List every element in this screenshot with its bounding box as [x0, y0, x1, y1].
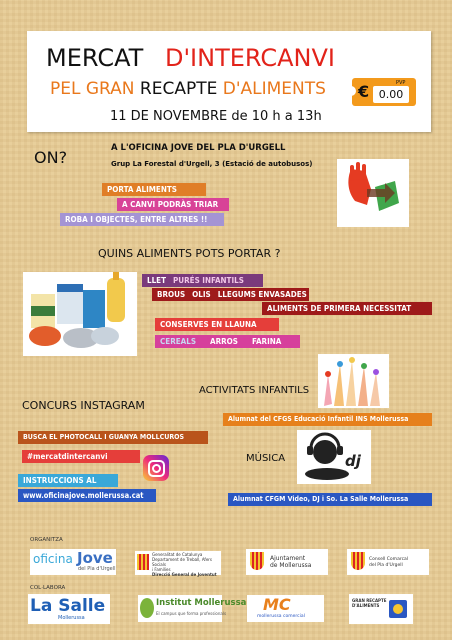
food-brous: BROUS [157, 290, 186, 299]
tag-foods-row3: ALIMENTS DE PRIMERA NECESSITAT [262, 302, 432, 315]
instagram-heading: CONCURS INSTAGRAM [22, 399, 145, 412]
logo-consell-comarcal [347, 549, 429, 575]
title-aliments: D'ALIMENTS [222, 79, 326, 99]
consell-line1: Consell Comarcal [369, 557, 409, 562]
price-tag-hole [346, 86, 356, 96]
dj-text: dj [345, 452, 361, 470]
title-line1 [46, 44, 335, 72]
exchange-hands-image [337, 159, 409, 227]
mc-text: MC [263, 595, 291, 614]
tag-roba-objectes: ROBA I OBJECTES, ENTRE ALTRES !! [60, 213, 224, 226]
food-olis: OLIS [192, 290, 211, 299]
title-box [27, 31, 431, 132]
food-products-icon [23, 272, 137, 356]
collabora-label: COL·LABORA [30, 585, 66, 591]
organitza-label: ORGANITZA [30, 537, 63, 543]
title-line2 [50, 79, 326, 99]
institut-text: Institut Mollerussa [156, 598, 247, 608]
food-llet: LLET [147, 276, 166, 285]
activities-heading: ACTIVITATS INFANTILS [199, 385, 310, 396]
consell-line2: del Pla d'Urgell [369, 563, 403, 568]
foods-heading: QUINS ALIMENTS POTS PORTAR ? [98, 247, 281, 260]
mc-sub: mollerussa comercial [257, 614, 305, 619]
instagram-icon-lens [152, 464, 161, 473]
institut-leaf-icon [140, 598, 154, 618]
foods-image [23, 272, 137, 356]
instructions-url[interactable]: www.oficinajove.mollerussa.cat [18, 489, 156, 502]
title-intercanvi: D'INTERCANVI [164, 44, 336, 72]
logo-mollerussa-comercial [247, 595, 324, 622]
title-mercat: MERCAT [46, 44, 144, 72]
recapte-box-icon [389, 600, 407, 618]
consell-shield-icon [351, 552, 365, 570]
food-arros: ARROS [210, 337, 238, 346]
food-farina: FARINA [251, 337, 282, 346]
ajuntament-shield-icon [250, 552, 264, 570]
recapte-line2: D'ALIMENTS [352, 603, 380, 608]
instagram-icon[interactable] [143, 455, 169, 481]
title-pel-gran: PEL GRAN [50, 79, 135, 99]
institut-sub: El campus que forma professionals [156, 611, 227, 616]
tag-activities-by: Alumnat del CFGS Educació Infantil INS Mollerussa [223, 413, 432, 426]
logo-gran-recapte [349, 594, 413, 624]
where-place: A L'OFICINA JOVE DEL PLA D'URGELL [111, 143, 286, 153]
generalitat-line3: i Famílies [152, 567, 171, 572]
senyera-icon [137, 554, 149, 570]
hands-icon [337, 159, 409, 227]
logo-la-salle [28, 594, 110, 624]
where-question: ON? [34, 148, 68, 167]
logo-institut-mollerussa [138, 595, 247, 622]
food-pures: PURÉS INFANTILS [173, 276, 244, 285]
la-salle-sub: Mollerussa [58, 615, 85, 621]
tag-foods-row2 [152, 288, 309, 301]
logo-generalitat [135, 551, 221, 575]
title-recapte: RECAPTE [139, 79, 218, 99]
tag-instructions: INSTRUCCIONS AL [18, 474, 118, 487]
where-address: Grup La Forestal d'Urgell, 3 (Estació de autobusos) [111, 160, 313, 168]
generalitat-line1: Generalitat de Catalunya [152, 552, 203, 557]
price-label: PVP [396, 80, 406, 86]
food-llegums: LLEGUMS ENVASADES [217, 290, 307, 299]
painted-hands-icon [318, 354, 389, 408]
ajuntament-line2: de Mollerussa [270, 562, 312, 569]
tag-foods-row1 [142, 274, 263, 287]
recapte-line1: GRAN RECAPTE [352, 598, 387, 603]
oficina-jove-text2: Jove [77, 549, 113, 567]
tag-foods-row5 [155, 335, 300, 348]
tag-hashtag: #mercatdintercanvi [22, 450, 140, 463]
tag-instagram-task: BUSCA EL PHOTOCALL I GUANYA MOLLCUROS [18, 431, 208, 444]
tag-porta-aliments: PORTA ALIMENTS [102, 183, 206, 196]
price-amount: 0.00 [373, 86, 409, 103]
generalitat-line4: Direcció General de Joventut [152, 572, 217, 577]
oficina-jove-text3: del Pla d'Urgell [78, 566, 116, 572]
food-cereals: CEREALS [160, 337, 196, 346]
tag-music-by: Alumnat CFGM Video, DJ i So. La Salle Mollerussa [228, 493, 432, 506]
music-heading: MÚSICA [246, 453, 286, 464]
dj-image [297, 430, 371, 484]
event-date: 11 DE NOVEMBRE de 10 h a 13h [110, 109, 322, 124]
tag-foods-row4: CONSERVES EN LLAUNA [155, 318, 279, 331]
logo-ajuntament [246, 549, 328, 575]
logo-oficina-jove [30, 549, 116, 575]
painted-hands-image [318, 354, 389, 408]
price-tag [352, 78, 416, 106]
oficina-jove-text1: oficina [33, 552, 73, 566]
generalitat-line2: Departament de Treball, Afers Socials [152, 557, 213, 567]
tag-a-canvi: A CANVI PODRÀS TRIAR [117, 198, 229, 211]
price-currency: € [358, 82, 370, 101]
la-salle-text: La Salle [30, 596, 106, 616]
ajuntament-line1: Ajuntament [270, 555, 306, 562]
